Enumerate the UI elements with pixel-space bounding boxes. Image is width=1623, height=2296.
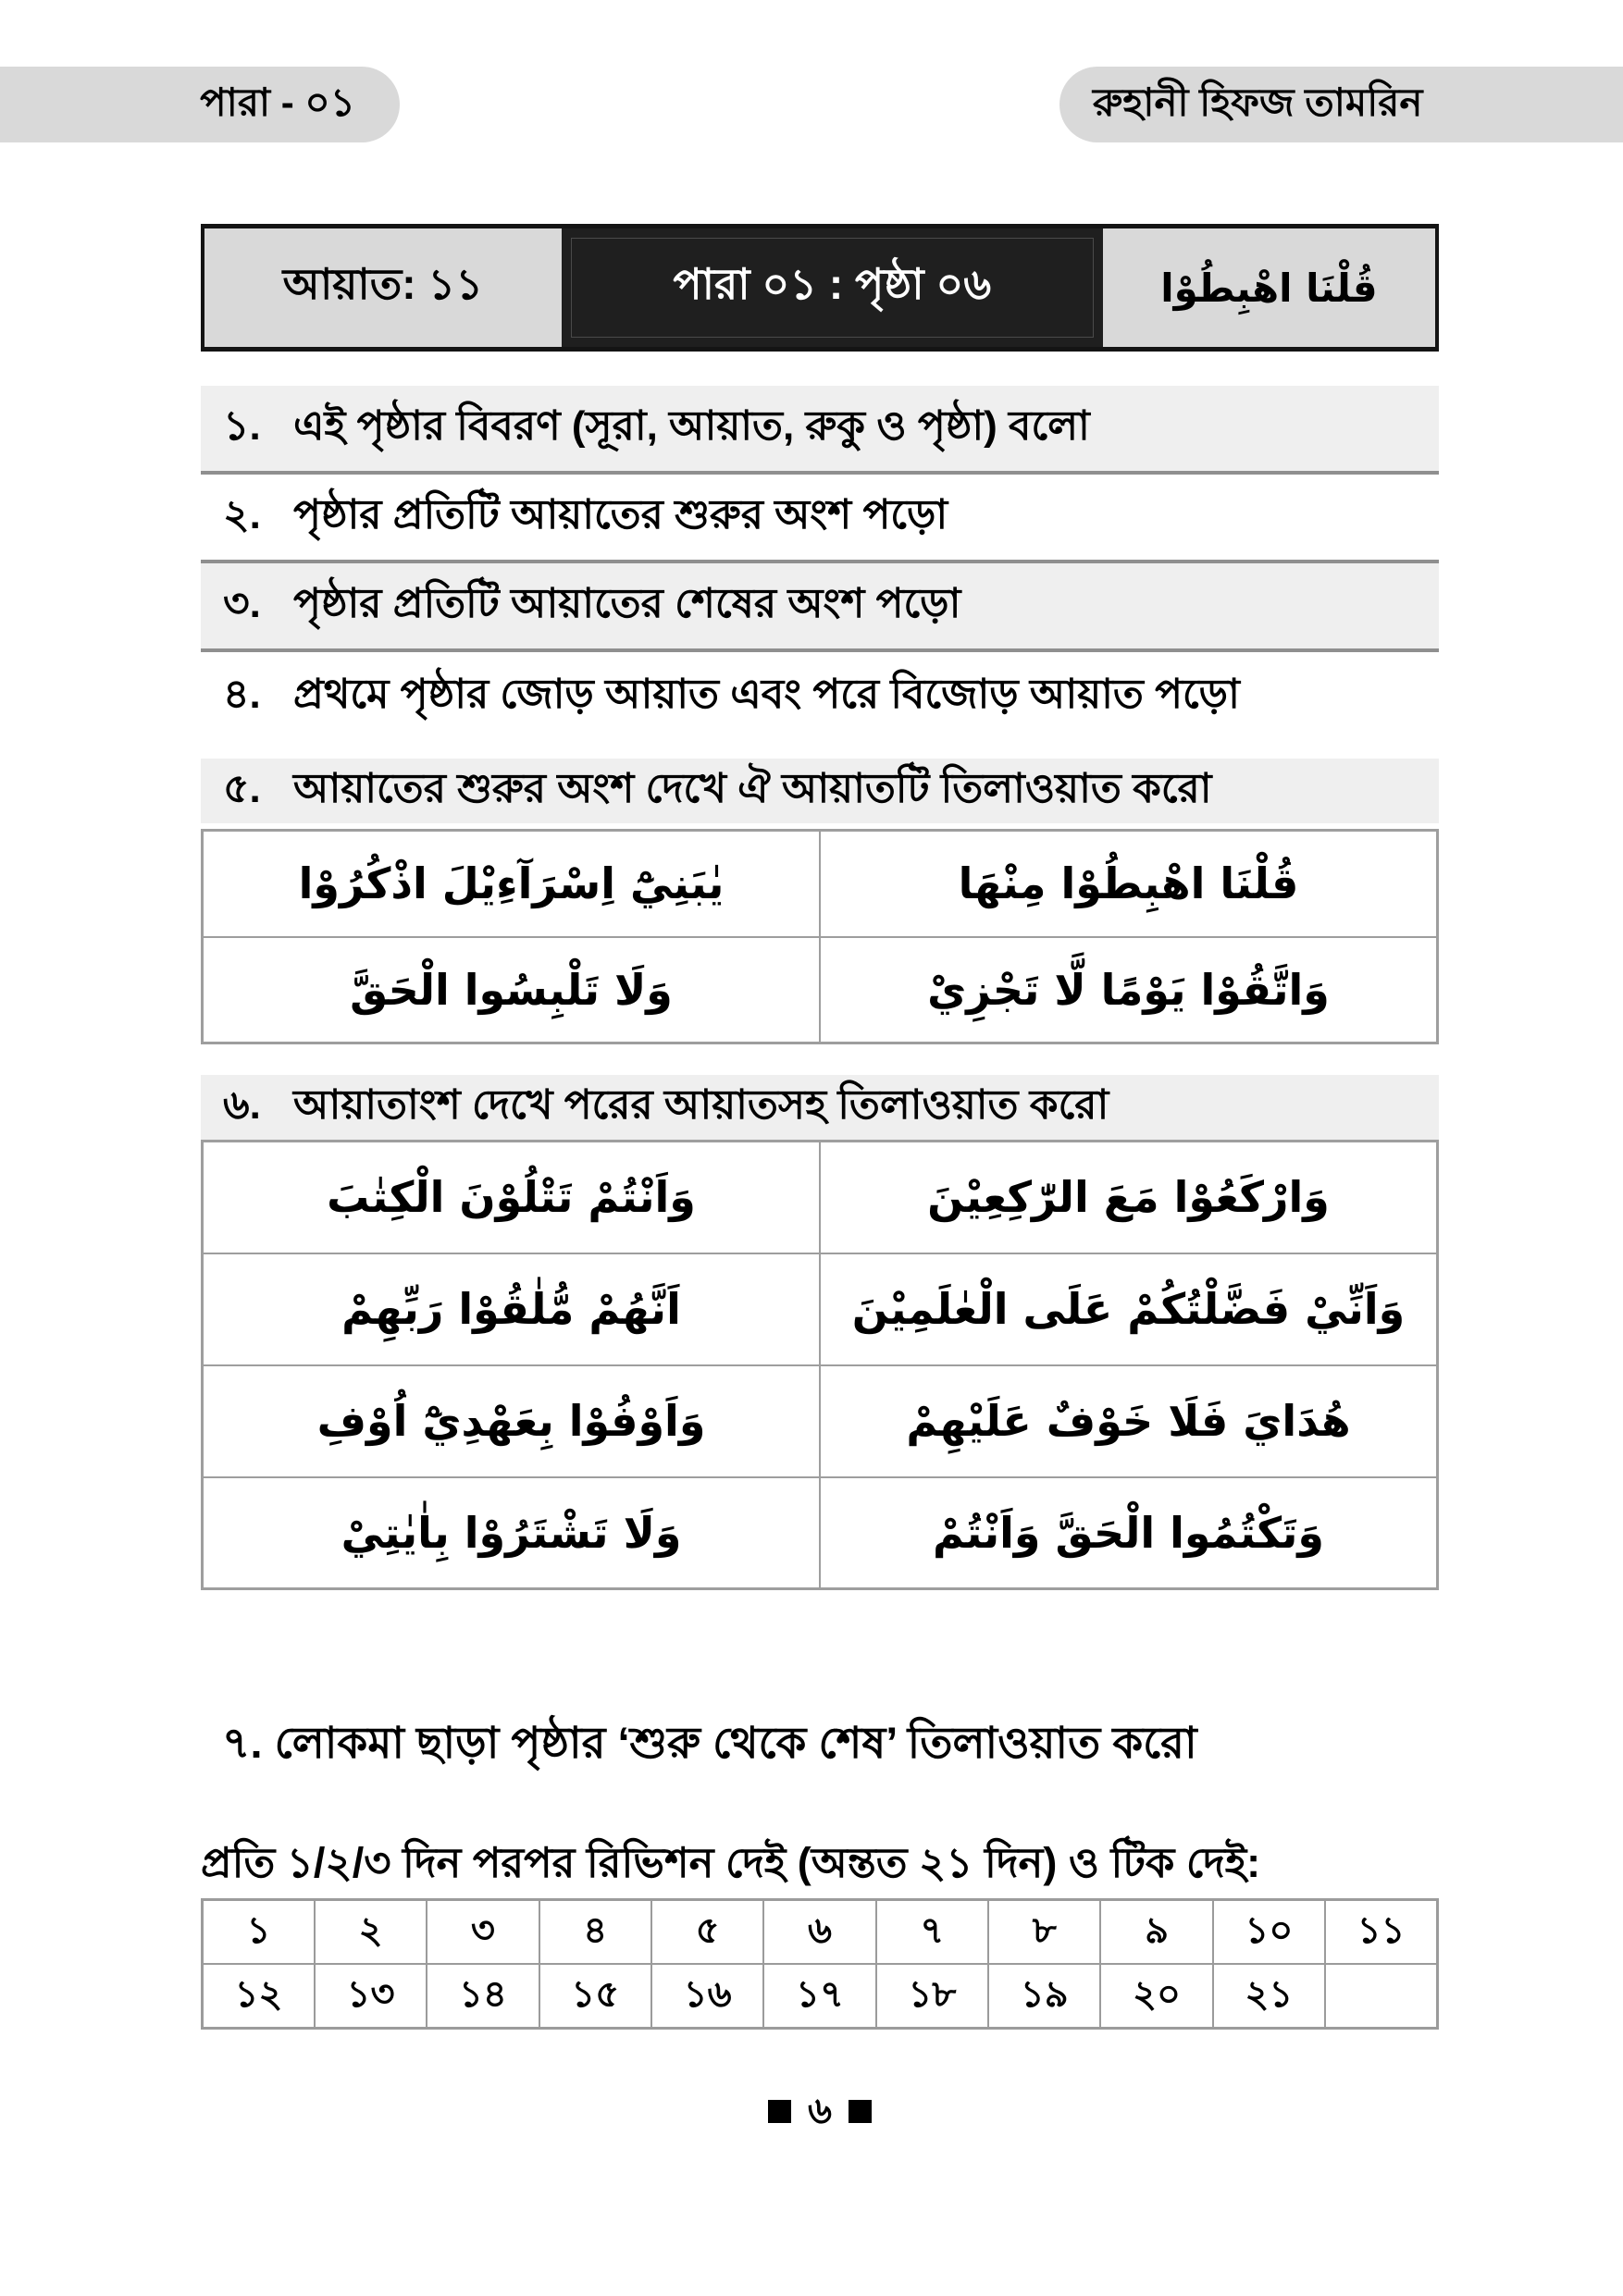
day-cell: ১৩: [315, 1964, 427, 2029]
day-cell: ৬: [763, 1900, 875, 1965]
instruction-text: পৃষ্ঠার প্রতিটি আয়াতের শেষের অংশ পড়ো: [293, 580, 961, 626]
instruction-row-6: [201, 1075, 1439, 1140]
ayat-fragment-cell: وَاتَّقُوْا يَوْمًا لَّا تَجْزِيْ: [820, 937, 1438, 1043]
table-row: [203, 1477, 1438, 1589]
day-cell: ৮: [988, 1900, 1100, 1965]
day-cell: ২০: [1100, 1964, 1212, 2029]
day-cell: ৫: [651, 1900, 763, 1965]
day-cell: ১৯: [988, 1964, 1100, 2029]
table-row: [203, 1964, 1438, 2029]
instruction-text: পৃষ্ঠার প্রতিটি আয়াতের শুরুর অংশ পড়ো: [293, 491, 948, 537]
ayat-start-table: [201, 829, 1439, 1044]
table-row: [203, 1142, 1438, 1253]
day-cell: ৭: [876, 1900, 988, 1965]
day-cell: ১৮: [876, 1964, 988, 2029]
instruction-text: আয়াতাংশ দেখে পরের আয়াতসহ তিলাওয়াত করো: [293, 1081, 1109, 1128]
page-footer: [201, 2092, 1439, 2129]
ayat-fragment-cell: وَاَوْفُوْا بِعَهْدِيْٓ اُوْفِ: [203, 1365, 821, 1477]
instruction-row-2: [201, 475, 1439, 563]
para-page-cell: [562, 228, 1103, 347]
table-row: [203, 1365, 1438, 1477]
instruction-number: ৫.: [223, 765, 261, 811]
instruction-row-1: [201, 386, 1439, 475]
instruction-number: ৪.: [223, 671, 261, 717]
day-cell: ২: [315, 1900, 427, 1965]
ayat-count-cell: [204, 228, 562, 347]
page-number: ৬: [807, 2091, 832, 2131]
table-row: [203, 1253, 1438, 1365]
day-cell: ১৬: [651, 1964, 763, 2029]
para-page-label: পারা ০১ : পৃষ্ঠা ০৬: [673, 260, 992, 308]
instruction-row-7: ৭. লোকমা ছাড়া পৃষ্ঠার ‘শুরু থেকে শেষ’ তিলাওয়াত করো: [222, 1718, 1197, 1767]
table-row: [203, 937, 1438, 1043]
ayat-fragment-cell: وَارْكَعُوْا مَعَ الرّٰكِعِيْنَ: [820, 1142, 1438, 1253]
instruction-row-3: [201, 563, 1439, 652]
ayat-fragment-cell: وَلَا تَلْبِسُوا الْحَقَّ: [203, 937, 821, 1043]
day-cell: ১০: [1213, 1900, 1325, 1965]
day-cell: ১৫: [539, 1964, 651, 2029]
ayat-fragment-cell: وَلَا تَشْتَرُوْا بِاٰيٰتِيْ: [203, 1477, 821, 1589]
instruction-row-4: [201, 652, 1439, 741]
day-cell: ১৭: [763, 1964, 875, 2029]
instruction-number: ৬.: [223, 1081, 261, 1128]
day-cell: ১: [203, 1900, 315, 1965]
revision-day-table: [201, 1898, 1439, 2030]
instruction-number: ৩.: [223, 580, 261, 626]
ayat-fragment-cell: قُلْنَا اهْبِطُوْا مِنْهَا: [820, 831, 1438, 937]
instruction-row-5: [201, 759, 1439, 823]
instruction-list: [201, 386, 1439, 741]
day-cell: ১১: [1325, 1900, 1437, 1965]
arabic-title-label: قُلْنَا اهْبِطُوْا: [1160, 265, 1378, 311]
revision-instruction: প্রতি ১/২/৩ দিন পরপর রিভিশন দেই (অন্তত ২১ দিন) ও টিক দেই:: [201, 1839, 1261, 1886]
book-title-tab: [1059, 67, 1623, 142]
day-cell: ১৪: [427, 1964, 539, 2029]
ayat-fragment-cell: وَاَنْتُمْ تَتْلُوْنَ الْكِتٰبَ: [203, 1142, 821, 1253]
day-cell: ৯: [1100, 1900, 1212, 1965]
book-title-label: রুহানী হিফজ তামরিন: [1093, 80, 1423, 124]
table-row: [203, 1900, 1438, 1965]
instruction-number: ২.: [223, 491, 261, 537]
day-cell: ৩: [427, 1900, 539, 1965]
day-cell: ১২: [203, 1964, 315, 2029]
ayat-fragment-cell: وَتَكْتُمُوا الْحَقَّ وَاَنْتُمْ: [820, 1477, 1438, 1589]
footer-square-icon: [849, 2100, 872, 2123]
page-header-bar: [201, 224, 1439, 352]
footer-square-icon: [768, 2100, 791, 2123]
ayat-fragment-table: [201, 1140, 1439, 1590]
instruction-text: আয়াতের শুরুর অংশ দেখে ঐ আয়াতটি তিলাওয়াত করো: [293, 765, 1212, 811]
day-cell: ২১: [1213, 1964, 1325, 2029]
ayat-fragment-cell: يٰبَنِيْٓ اِسْرَآءِيْلَ اذْكُرُوْا: [203, 831, 821, 937]
para-number-tab: [0, 67, 400, 142]
ayat-fragment-cell: وَاَنِّيْ فَضَّلْتُكُمْ عَلَى الْعٰلَمِيْنَ: [820, 1253, 1438, 1365]
ayat-fragment-cell: هُدَايَ فَلَا خَوْفٌ عَلَيْهِمْ: [820, 1365, 1438, 1477]
para-number-label: পারা - ০১: [200, 80, 355, 124]
instruction-text: এই পৃষ্ঠার বিবরণ (সূরা, আয়াত, রুকু ও পৃষ্ঠা) বলো: [293, 402, 1090, 449]
arabic-title-cell: [1103, 228, 1435, 347]
instruction-number: ১.: [223, 402, 261, 449]
ayat-fragment-cell: اَنَّهُمْ مُّلٰقُوْا رَبِّهِمْ: [203, 1253, 821, 1365]
day-cell: ৪: [539, 1900, 651, 1965]
table-row: [203, 831, 1438, 937]
instruction-text: প্রথমে পৃষ্ঠার জোড় আয়াত এবং পরে বিজোড় আয়াত পড়ো: [293, 671, 1240, 717]
ayat-count-label: আয়াত: ১১: [282, 260, 484, 308]
day-cell: [1325, 1964, 1437, 2029]
